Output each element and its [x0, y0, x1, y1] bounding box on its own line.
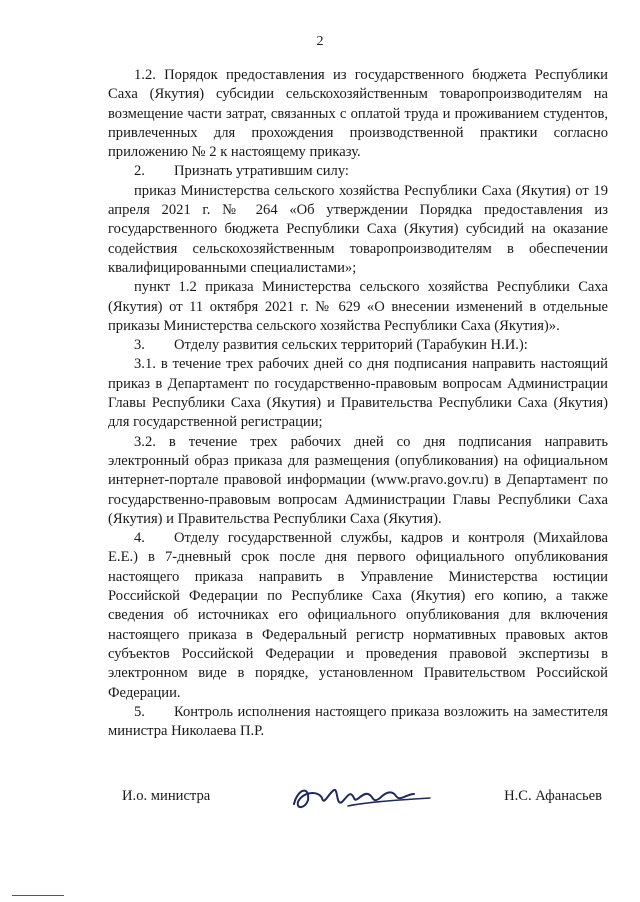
scan-edge-line: [12, 895, 64, 896]
handwritten-signature: [288, 776, 438, 816]
document-body: [108, 66, 608, 741]
paragraph-5: [108, 703, 608, 742]
paragraph-1-2: 1.2. Порядок предоставления из государственного бюджета Республики Саха (Якутия) субсидии сельскохозяйственным товаропроизводителям на возмещение части затрат, связанных с оплатой труда и проживанием студентов, привлеченных для прохождения производственной практики согласно приложению № 2 к настоящему приказу.: [108, 67, 608, 161]
paragraph-2-text: Признать утратившим силу:: [174, 163, 349, 180]
paragraph-4-number: 4.: [134, 530, 145, 547]
paragraph-3-number: 3.: [134, 337, 145, 354]
signature-block: [108, 784, 608, 818]
paragraph-5-text: Контроль исполнения настоящего приказа возложить на заместителя министра Николаева П.Р.: [108, 703, 608, 740]
paragraph-2-item-2: пункт 1.2 приказа Министерства сельского хозяйства Республики Саха (Якутия) от 11 октября 2021 г. № 629 «О внесении изменений в отдельные приказы Министерства сельского хозяйства Республики Саха (Якутия)».: [108, 279, 608, 334]
signatory-title: И.о. министра: [122, 788, 211, 804]
paragraph-3-1: 3.1. в течение трех рабочих дней со дня подписания направить настоящий приказ в Департамент по государственно-правовым вопросам Администрации Главы Республики Саха (Якутия) и Правительства Республики Саха (Якутия) для государственной регистрации;: [108, 356, 608, 431]
paragraph-3: [108, 336, 608, 355]
paragraph-2: [108, 162, 608, 181]
paragraph-4: [108, 529, 608, 703]
paragraph-5-number: 5.: [134, 703, 145, 720]
signatory-name: Н.С. Афанасьев: [504, 788, 602, 804]
paragraph-3-text: Отделу развития сельских территорий (Тарабукин Н.И.):: [174, 337, 528, 354]
paragraph-4-text: Отделу государственной службы, кадров и контроля (Михайлова Е.Е.) в 7-дневный срок после дня первого официального опубликования настоящего приказа направить в Управление Министерства юстиции Российской Федерации по Республике Саха (Якутия) его копию, а также сведения об источниках его официального опубликования для включения настоящего приказа в Федеральный регистр нормативных правовых актов субъектов Российской Федерации и проведения правовой экспертизы в электронном виде в порядке, установленном Правительством Российской Федерации.: [108, 530, 608, 701]
page-number: 2: [316, 34, 324, 49]
paragraph-2-item-1: приказ Министерства сельского хозяйства Республики Саха (Якутия) от 19 апреля 2021 г. № 264 «Об утверждении Порядка предоставления из государственного бюджета Республики Саха (Якутия) субсидий на оказание содействия сельскохозяйственным товаропроизводителям в обеспечении квалифицированными специалистами»;: [108, 182, 608, 276]
paragraph-2-number: 2.: [134, 163, 145, 180]
paragraph-3-2: 3.2. в течение трех рабочих дней со дня подписания направить электронный образ приказа для размещения (опубликования) на официальном интернет-портале правовой информации (www.pravo.gov.ru) в Департамент по государственно-правовым вопросам Администрации Главы Республики Саха (Якутия) и Правительства Республики Саха (Якутия).: [108, 433, 608, 527]
